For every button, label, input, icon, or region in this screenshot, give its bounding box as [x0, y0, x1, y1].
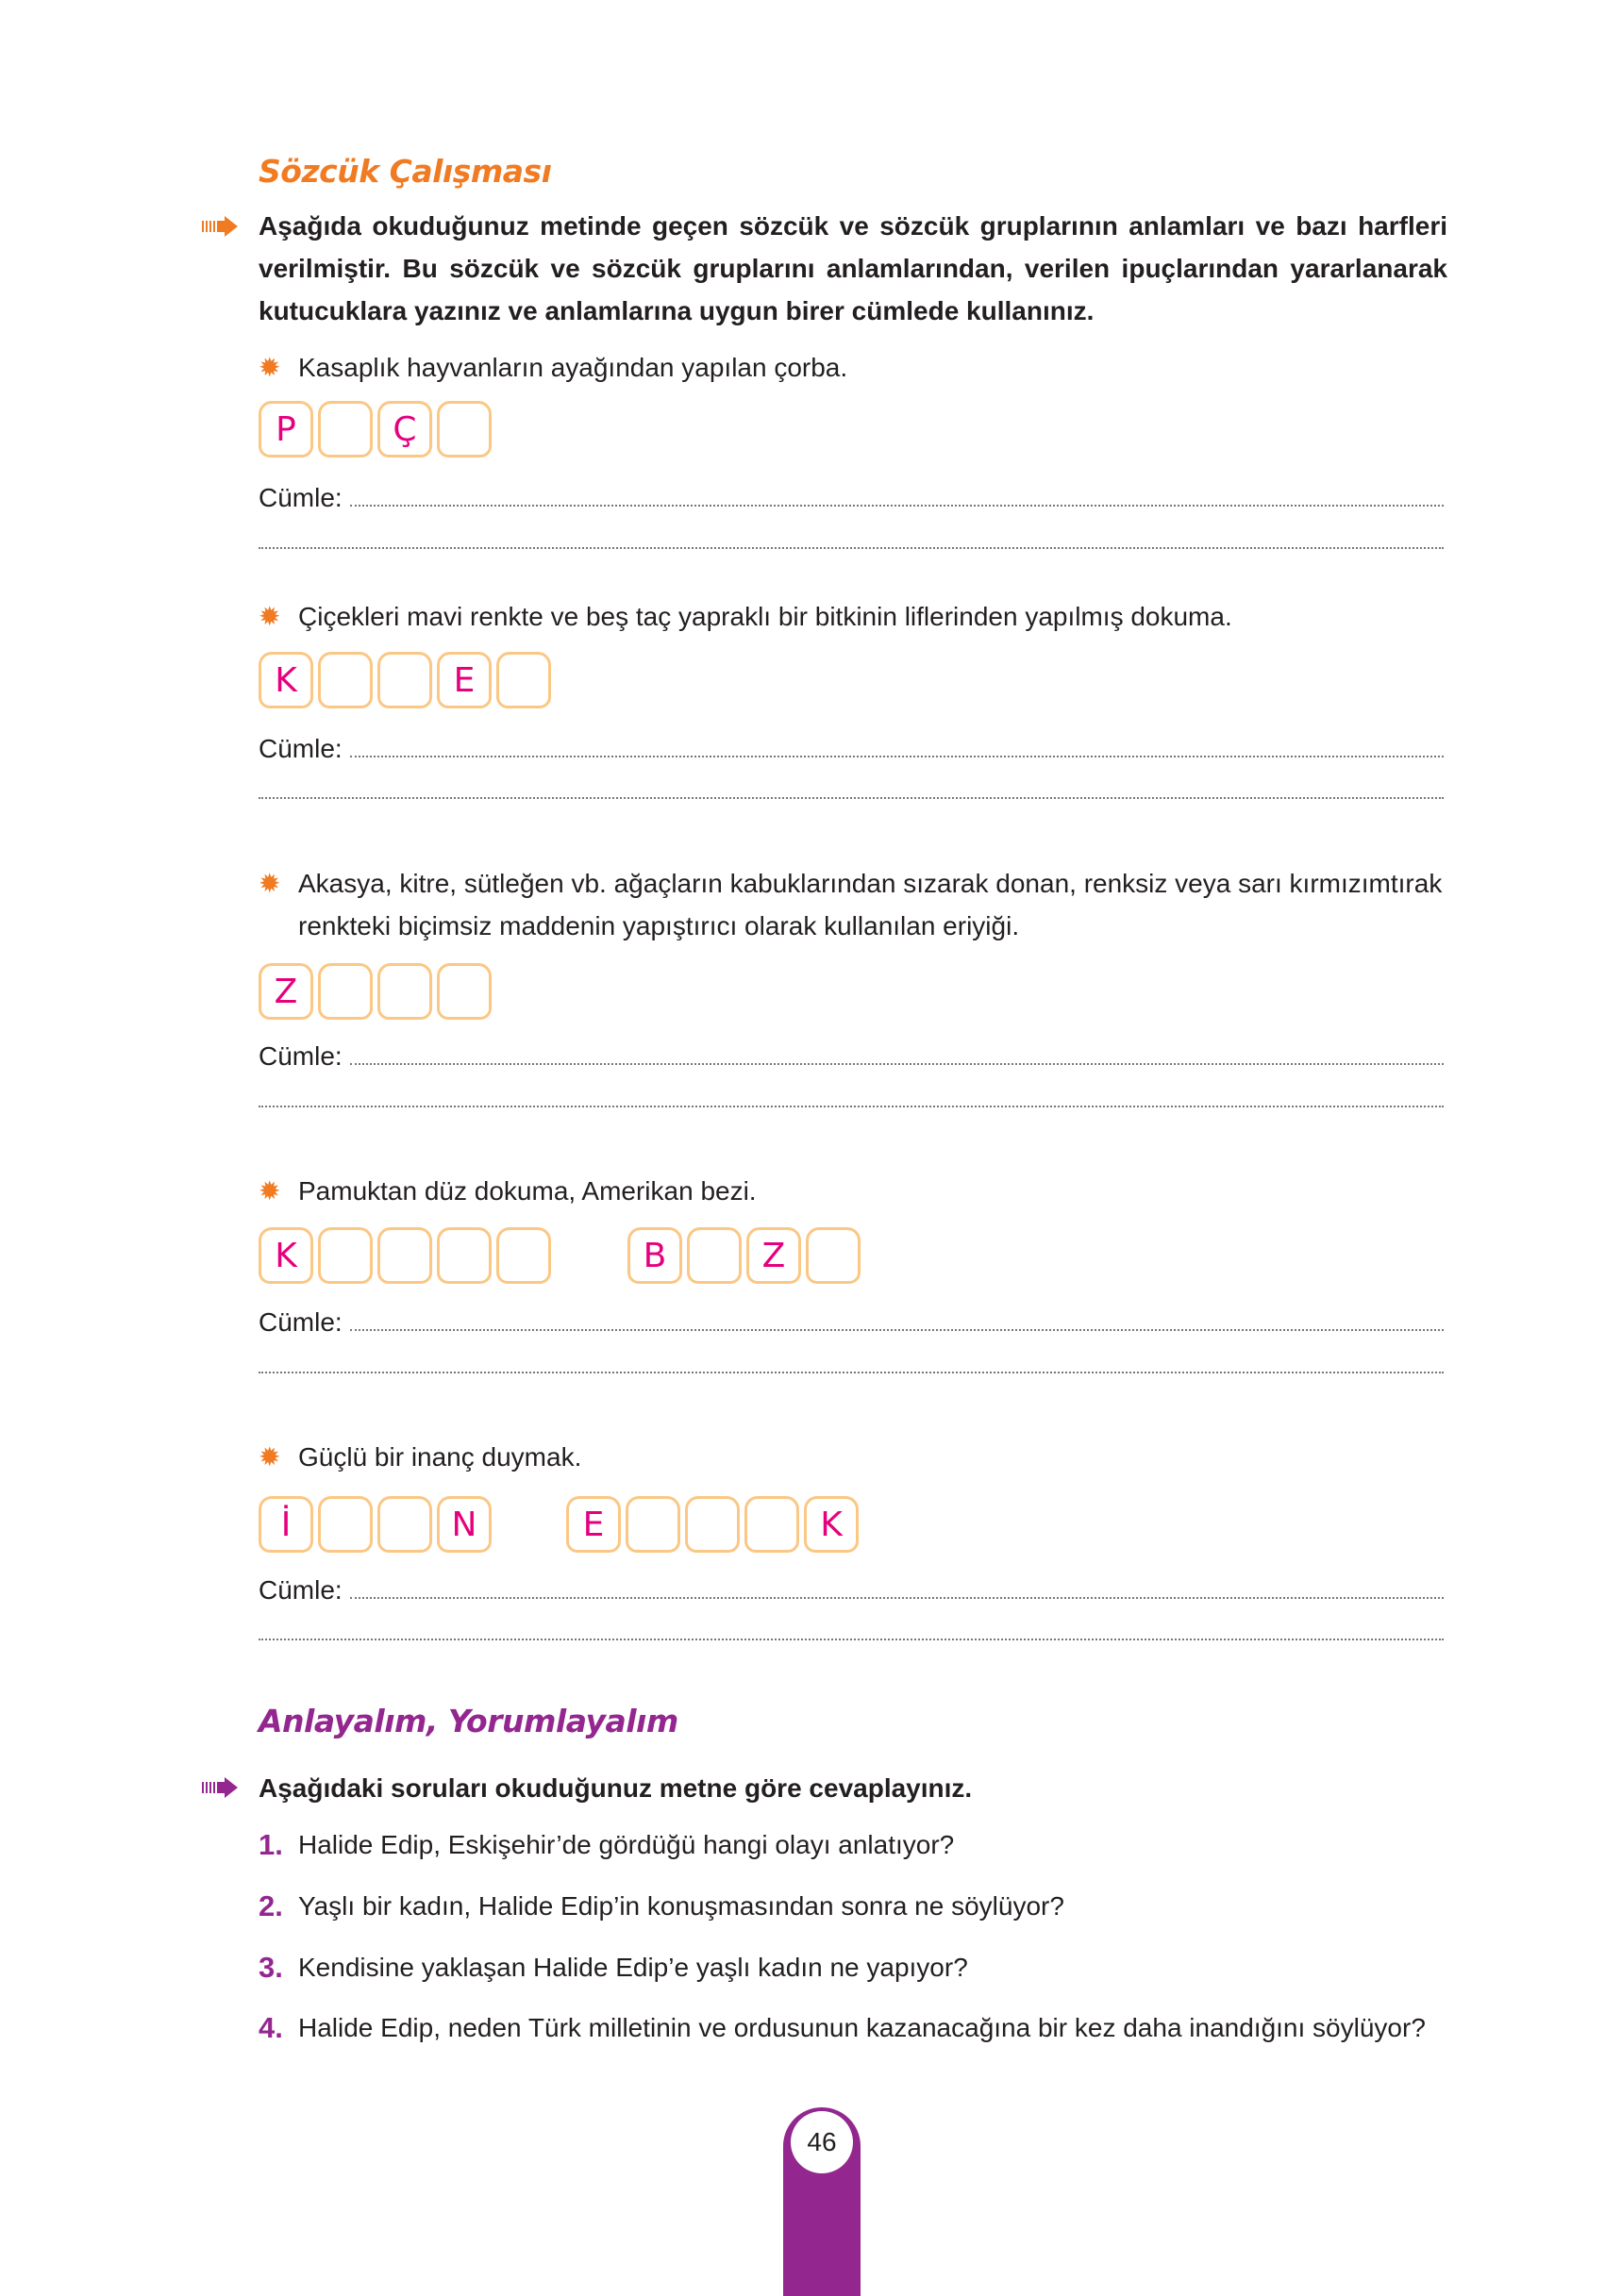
item-definition: Çiçekleri mavi renkte ve beş taç yapraklı bir bitkinin liflerinden yapılmış dokuma.: [298, 602, 1232, 631]
bullet-star-icon: ✹: [259, 602, 281, 631]
sentence-line-2[interactable]: [259, 1106, 1444, 1107]
page-number: 46: [791, 2111, 853, 2173]
bullet-star-icon: ✹: [259, 353, 281, 382]
letter-boxes: [259, 652, 551, 708]
question-2: [259, 1885, 1444, 1928]
letter-boxes: [259, 1496, 492, 1553]
arrow-icon: [202, 216, 238, 237]
sentence-line[interactable]: [350, 505, 1444, 507]
sentence-field[interactable]: [259, 483, 1444, 513]
letter-boxes: [566, 1496, 859, 1553]
section-title-word-study: Sözcük Çalışması: [259, 153, 552, 190]
sentence-line-2[interactable]: [259, 1639, 1444, 1640]
item-definition: Akasya, kitre, sütleğen vb. ağaçların kabuklarından sızarak donan, renksiz veya sarı kırmızımtırak renkteki biçimsiz maddenin yapıştırıcı olarak kullanılan eriyiği.: [298, 869, 1443, 940]
letter-box[interactable]: [318, 1227, 373, 1284]
arrow-icon: [202, 1777, 238, 1798]
letter-box[interactable]: [437, 1227, 492, 1284]
question-3: [259, 1946, 1444, 1989]
sentence-label: Cümle:: [259, 1307, 343, 1337]
letter-box[interactable]: K: [259, 1227, 313, 1284]
letter-box[interactable]: [377, 1227, 432, 1284]
letter-boxes: [627, 1227, 861, 1284]
letter-box[interactable]: [744, 1496, 799, 1553]
sentence-field[interactable]: [259, 1307, 1444, 1338]
sentence-line[interactable]: [350, 756, 1444, 757]
sentence-line-2[interactable]: [259, 547, 1444, 549]
sentence-line[interactable]: [350, 1329, 1444, 1331]
letter-box[interactable]: K: [804, 1496, 859, 1553]
item-definition: Pamuktan düz dokuma, Amerikan bezi.: [298, 1176, 757, 1206]
letter-box[interactable]: [377, 652, 432, 708]
letter-box[interactable]: [318, 1496, 373, 1553]
sentence-line[interactable]: [350, 1597, 1444, 1599]
letter-box[interactable]: [318, 401, 373, 458]
sentence-field[interactable]: [259, 1041, 1444, 1072]
question-1: [259, 1823, 1444, 1867]
letter-box[interactable]: [687, 1227, 742, 1284]
question-number: 2.: [259, 1889, 283, 1922]
letter-box[interactable]: K: [259, 652, 313, 708]
letter-box[interactable]: B: [627, 1227, 682, 1284]
sentence-line[interactable]: [350, 1063, 1444, 1065]
item-definition: Güçlü bir inanç duymak.: [298, 1442, 582, 1472]
letter-box[interactable]: [437, 963, 492, 1020]
letter-box[interactable]: [806, 1227, 861, 1284]
letter-box[interactable]: E: [437, 652, 492, 708]
sentence-line-2[interactable]: [259, 1372, 1444, 1373]
letter-box[interactable]: P: [259, 401, 313, 458]
letter-box[interactable]: E: [566, 1496, 621, 1553]
letter-boxes: [259, 963, 492, 1020]
letter-box[interactable]: [437, 401, 492, 458]
letter-boxes: [259, 401, 492, 458]
letter-box[interactable]: [685, 1496, 740, 1553]
question-number: 3.: [259, 1951, 283, 1984]
sentence-label: Cümle:: [259, 1041, 343, 1071]
bullet-star-icon: ✹: [259, 1176, 281, 1206]
sentence-label: Cümle:: [259, 734, 343, 763]
letter-box[interactable]: [626, 1496, 680, 1553]
bullet-star-icon: ✹: [259, 1442, 281, 1472]
sentence-line-2[interactable]: [259, 797, 1444, 799]
letter-box[interactable]: [318, 652, 373, 708]
section-title-comprehension: Anlayalım, Yorumlayalım: [259, 1703, 678, 1739]
question-number: 4.: [259, 2011, 283, 2044]
sentence-label: Cümle:: [259, 1575, 343, 1605]
question-number: 1.: [259, 1828, 283, 1861]
question-4: [259, 2006, 1444, 2050]
instruction-word-study: Aşağıda okuduğunuz metinde geçen sözcük ve sözcük gruplarının anlamları ve bazı harfleri verilmiştir. Bu sözcük ve sözcük gruplarını anlamlarından, verilen ipuçlarından yararlanarak kutucuklara yazınız ve anlamlarına uygun birer cümlede kullanınız.: [259, 211, 1447, 325]
letter-box[interactable]: [496, 652, 551, 708]
letter-box[interactable]: İ: [259, 1496, 313, 1553]
sentence-label: Cümle:: [259, 483, 343, 512]
letter-box[interactable]: [318, 963, 373, 1020]
question-text: Kendisine yaklaşan Halide Edip’e yaşlı kadın ne yapıyor?: [298, 1953, 968, 1982]
sentence-field[interactable]: [259, 1575, 1444, 1606]
question-text: Halide Edip, neden Türk milletinin ve ordusunun kazanacağına bir kez daha inandığını söylüyor?: [298, 2013, 1426, 2042]
sentence-field[interactable]: [259, 734, 1444, 764]
question-text: Halide Edip, Eskişehir’de gördüğü hangi olayı anlatıyor?: [298, 1830, 955, 1859]
question-text: Yaşlı bir kadın, Halide Edip’in konuşmasından sonra ne söylüyor?: [298, 1891, 1064, 1921]
letter-box[interactable]: Ç: [377, 401, 432, 458]
instruction-comprehension: Aşağıdaki soruları okuduğunuz metne göre cevaplayınız.: [259, 1773, 973, 1803]
letter-boxes: [259, 1227, 551, 1284]
item-definition: Kasaplık hayvanların ayağından yapılan çorba.: [298, 353, 848, 382]
letter-box[interactable]: N: [437, 1496, 492, 1553]
letter-box[interactable]: [377, 1496, 432, 1553]
letter-box[interactable]: Z: [746, 1227, 801, 1284]
bullet-star-icon: ✹: [259, 869, 281, 898]
letter-box[interactable]: [496, 1227, 551, 1284]
letter-box[interactable]: Z: [259, 963, 313, 1020]
letter-box[interactable]: [377, 963, 432, 1020]
